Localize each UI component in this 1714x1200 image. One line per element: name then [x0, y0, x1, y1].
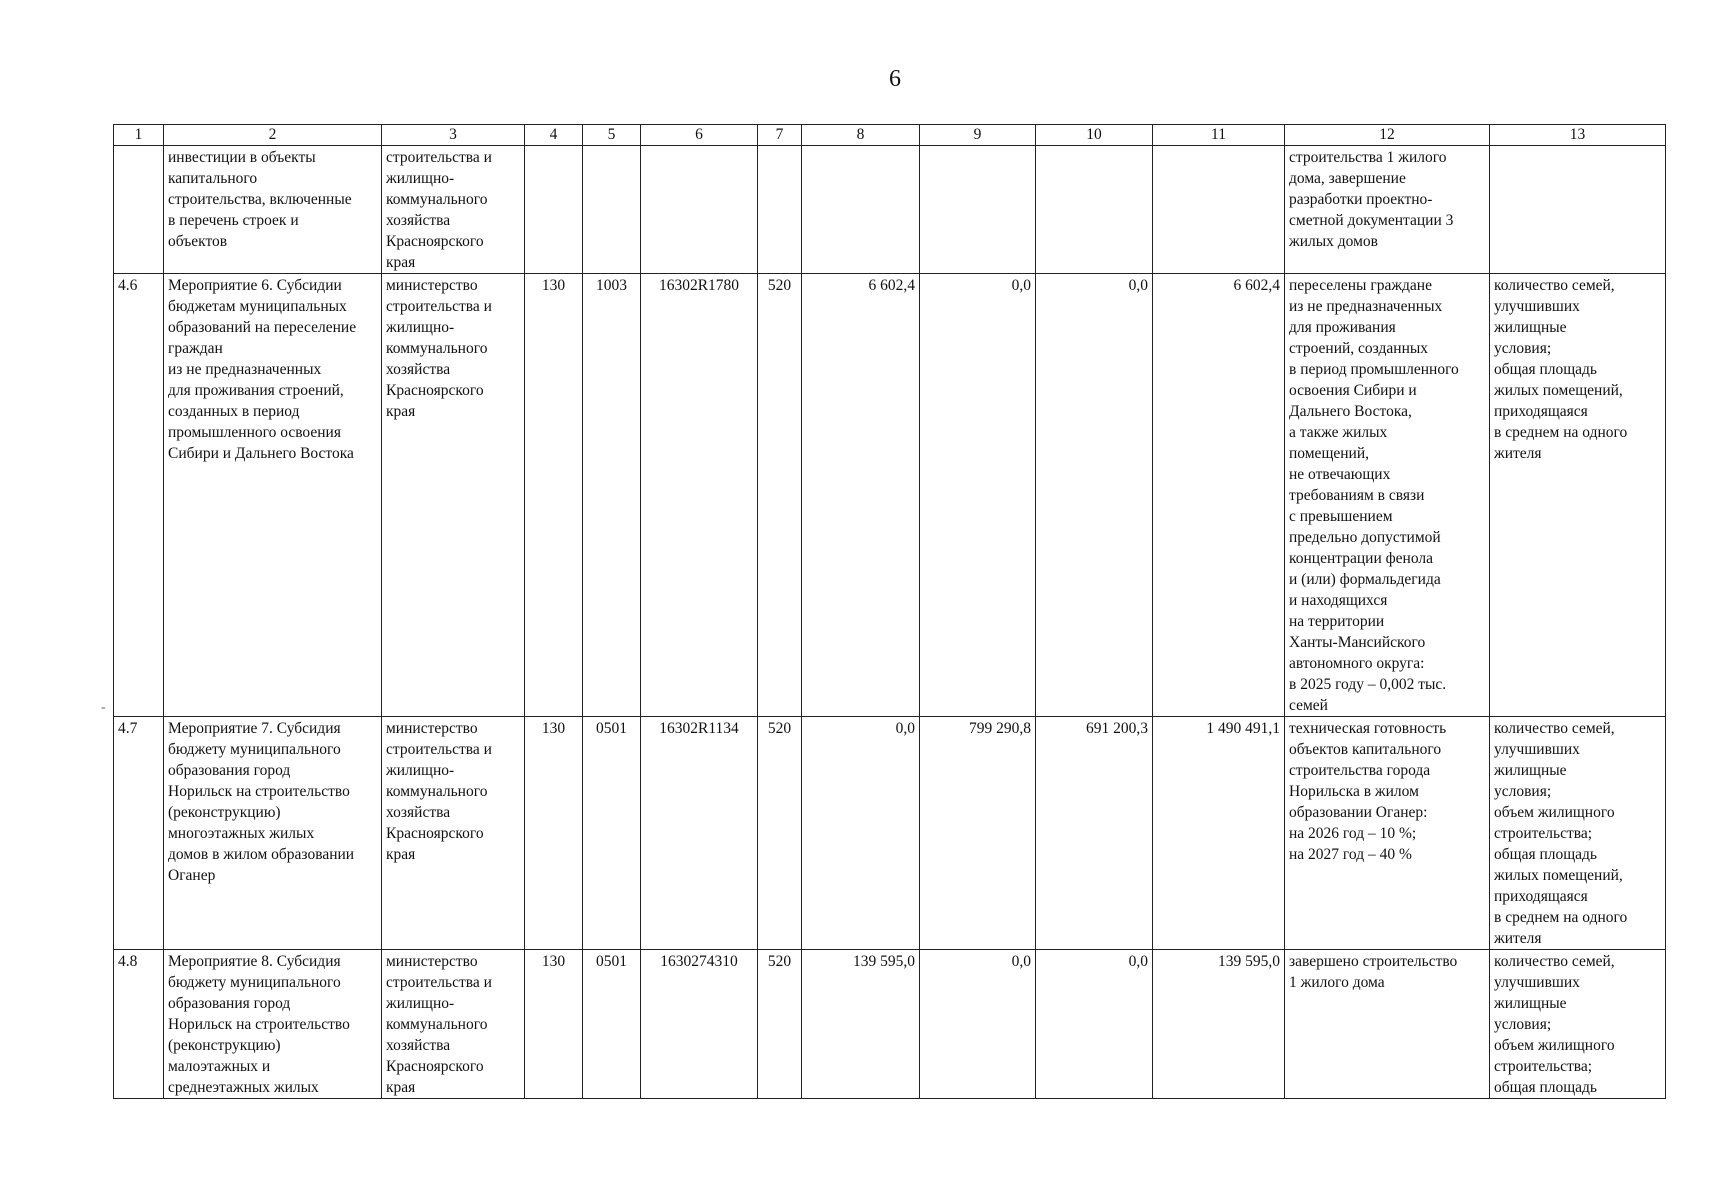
- amount-total: 139 595,0: [1153, 950, 1285, 1099]
- activity-name: Мероприятие 6. Субсидии бюджетам муниципальных образований на переселение граждан из не предназначенных для проживания строений, созданных в период промышленного освоения Сибири и Дальнего Востока: [164, 274, 382, 717]
- row-number: 4.6: [114, 274, 164, 717]
- table-row: [114, 274, 1666, 717]
- row-number: [114, 146, 164, 274]
- amount-year-3: 0,0: [1036, 274, 1153, 717]
- expected-result: переселены граждане из не предназначенных для проживания строений, созданных в период промышленного освоения Сибири и Дальнего Востока, а также жилых помещений, не отвечающих требованиям в связи с превышением предельно допустимой концентрации фенола и (или) формальдегида и находящихся на территории Ханты-Мансийского автономного округа: в 2025 году – 0,002 тыс. семей: [1285, 274, 1490, 717]
- header-cell: 10: [1036, 125, 1153, 146]
- row-number: 4.8: [114, 950, 164, 1099]
- amount-year-1: 6 602,4: [802, 274, 920, 717]
- section-code: [583, 146, 641, 274]
- activity-name: Мероприятие 8. Субсидия бюджету муниципального образования город Норильск на строительство (реконструкцию) малоэтажных и среднеэтажных жилых: [164, 950, 382, 1099]
- indicators: количество семей, улучшивших жилищные условия; объем жилищного строительства; общая площадь: [1490, 950, 1666, 1099]
- header-cell: 9: [920, 125, 1036, 146]
- header-cell: 6: [641, 125, 758, 146]
- amount-total: [1153, 146, 1285, 274]
- responsible-body: строительства и жилищно- коммунального хозяйства Красноярского края: [382, 146, 525, 274]
- header-cell: 13: [1490, 125, 1666, 146]
- amount-year-3: 691 200,3: [1036, 717, 1153, 950]
- header-cell: 11: [1153, 125, 1285, 146]
- header-cell: 12: [1285, 125, 1490, 146]
- grbs-code: 130: [525, 274, 583, 717]
- header-cell: 5: [583, 125, 641, 146]
- grbs-code: 130: [525, 950, 583, 1099]
- section-code: 0501: [583, 717, 641, 950]
- amount-year-1: 0,0: [802, 717, 920, 950]
- table-row: [114, 950, 1666, 1099]
- amount-year-2: 0,0: [920, 274, 1036, 717]
- grbs-code: [525, 146, 583, 274]
- expense-type-code: 520: [758, 717, 802, 950]
- indicators: количество семей, улучшивших жилищные условия; объем жилищного строительства; общая площадь жилых помещений, приходящаяся в среднем на одного жителя: [1490, 717, 1666, 950]
- activity-name: Мероприятие 7. Субсидия бюджету муниципального образования город Норильск на строительство (реконструкцию) многоэтажных жилых домов в жилом образовании Оганер: [164, 717, 382, 950]
- expense-type-code: 520: [758, 274, 802, 717]
- responsible-body: министерство строительства и жилищно- коммунального хозяйства Красноярского края: [382, 274, 525, 717]
- target-article-code: 16302R1134: [641, 717, 758, 950]
- amount-year-3: 0,0: [1036, 950, 1153, 1099]
- amount-year-2: 799 290,8: [920, 717, 1036, 950]
- expense-type-code: [758, 146, 802, 274]
- target-article-code: [641, 146, 758, 274]
- header-cell: 1: [114, 125, 164, 146]
- target-article-code: 16302R1780: [641, 274, 758, 717]
- indicators: [1490, 146, 1666, 274]
- table-row: [114, 146, 1666, 274]
- section-code: 1003: [583, 274, 641, 717]
- header-cell: 4: [525, 125, 583, 146]
- responsible-body: министерство строительства и жилищно- коммунального хозяйства Красноярского края: [382, 950, 525, 1099]
- header-cell: 3: [382, 125, 525, 146]
- amount-year-3: [1036, 146, 1153, 274]
- activity-name: инвестиции в объекты капитального строительства, включенные в перечень строек и объектов: [164, 146, 382, 274]
- target-article-code: 1630274310: [641, 950, 758, 1099]
- section-code: 0501: [583, 950, 641, 1099]
- amount-total: 1 490 491,1: [1153, 717, 1285, 950]
- amount-year-2: [920, 146, 1036, 274]
- expected-result: завершено строительство 1 жилого дома: [1285, 950, 1490, 1099]
- header-row: [114, 125, 1666, 146]
- grbs-code: 130: [525, 717, 583, 950]
- header-cell: 8: [802, 125, 920, 146]
- indicators: количество семей, улучшивших жилищные условия; общая площадь жилых помещений, приходящаяся в среднем на одного жителя: [1490, 274, 1666, 717]
- amount-year-2: 0,0: [920, 950, 1036, 1099]
- expected-result: строительства 1 жилого дома, завершение разработки проектно- сметной документации 3 жилых домов: [1285, 146, 1490, 274]
- page-number: 6: [889, 66, 901, 92]
- expense-type-code: 520: [758, 950, 802, 1099]
- row-number: 4.7: [114, 717, 164, 950]
- program-activities-table: [113, 124, 1666, 1099]
- amount-total: 6 602,4: [1153, 274, 1285, 717]
- table-row: [114, 717, 1666, 950]
- scan-mark: -: [101, 700, 106, 715]
- amount-year-1: 139 595,0: [802, 950, 920, 1099]
- expected-result: техническая готовность объектов капитального строительства города Норильска в жилом образовании Оганер: на 2026 год – 10 %; на 2027 год – 40 %: [1285, 717, 1490, 950]
- responsible-body: министерство строительства и жилищно- коммунального хозяйства Красноярского края: [382, 717, 525, 950]
- header-cell: 2: [164, 125, 382, 146]
- header-cell: 7: [758, 125, 802, 146]
- amount-year-1: [802, 146, 920, 274]
